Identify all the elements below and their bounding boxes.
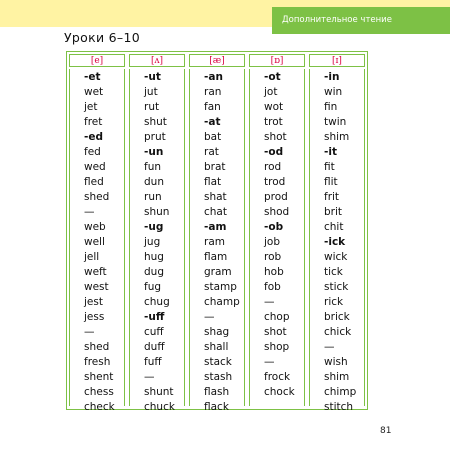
word-cell: wet [84, 86, 104, 98]
word-cell: flit [324, 176, 338, 188]
word-ending-label: -an [204, 71, 223, 83]
word-cell: rob [264, 251, 282, 263]
word-cell: shut [144, 116, 167, 128]
section-tab: Дополнительное чтение [272, 7, 450, 34]
word-cell: dun [144, 176, 164, 188]
word-table [66, 51, 368, 413]
table-header-row [67, 52, 367, 68]
word-cell: check [84, 401, 115, 413]
word-cell: win [324, 86, 343, 98]
word-cell: west [84, 281, 109, 293]
word-cell: wick [324, 251, 348, 263]
word-column [189, 69, 245, 413]
word-cell: fuff [144, 356, 162, 368]
word-cell: flack [204, 401, 229, 413]
word-cell: shod [264, 206, 290, 218]
word-cell: chat [204, 206, 227, 218]
table-body-row [67, 68, 367, 413]
word-cell: stick [324, 281, 349, 293]
word-cell: — [84, 206, 95, 218]
word-cell: stitch [324, 401, 354, 413]
phonetic-header: [ɪ] [309, 54, 365, 67]
word-cell: shun [144, 206, 170, 218]
word-cell: chimp [324, 386, 357, 398]
word-ending-label: -ob [264, 221, 284, 233]
lesson-title: Уроки 6–10 [64, 30, 140, 45]
word-cell: — [204, 311, 215, 323]
word-cell: flash [204, 386, 230, 398]
word-cell: shunt [144, 386, 174, 398]
word-cell: wot [264, 101, 284, 113]
word-cell: fit [324, 161, 335, 173]
phonetic-header: [e] [69, 54, 125, 67]
word-cell: jest [84, 296, 103, 308]
word-cell: shat [204, 191, 227, 203]
word-cell: tick [324, 266, 343, 278]
word-cell: dug [144, 266, 164, 278]
word-cell: — [264, 296, 275, 308]
word-cell: fan [204, 101, 221, 113]
word-cell: shim [324, 371, 350, 383]
word-cell: fin [324, 101, 338, 113]
word-cell: shop [264, 341, 290, 353]
word-cell: brit [324, 206, 343, 218]
word-cell: fret [84, 116, 103, 128]
word-cell: jut [144, 86, 158, 98]
word-ending-label: -od [264, 146, 284, 158]
word-cell: fresh [84, 356, 111, 368]
word-cell: chick [324, 326, 352, 338]
word-cell: rat [204, 146, 219, 158]
word-cell: fled [84, 176, 104, 188]
word-cell: fed [84, 146, 101, 158]
word-cell: — [84, 326, 95, 338]
word-cell: flam [204, 251, 228, 263]
word-ending-label: -it [324, 146, 337, 158]
word-ending-label: -et [84, 71, 101, 83]
word-ending-label: -ick [324, 236, 346, 248]
word-cell: jet [84, 101, 98, 113]
word-cell: gram [204, 266, 232, 278]
word-cell: web [84, 221, 106, 233]
word-cell: fug [144, 281, 162, 293]
word-cell: shot [264, 326, 287, 338]
word-cell: chug [144, 296, 170, 308]
word-cell: shim [324, 131, 350, 143]
word-cell: shag [204, 326, 230, 338]
word-cell: bat [204, 131, 222, 143]
phonetic-header: [ɒ] [249, 54, 305, 67]
word-cell: — [264, 356, 275, 368]
word-cell: brick [324, 311, 350, 323]
word-cell: jot [264, 86, 278, 98]
word-cell: fun [144, 161, 162, 173]
word-cell: prod [264, 191, 288, 203]
word-cell: wed [84, 161, 106, 173]
word-cell: frock [264, 371, 291, 383]
word-ending-label: -un [144, 146, 164, 158]
word-cell: trot [264, 116, 283, 128]
word-ending-label: -uff [144, 311, 165, 323]
word-cell: ram [204, 236, 225, 248]
word-ending-label: -at [204, 116, 221, 128]
word-column [129, 69, 185, 413]
word-cell: trod [264, 176, 286, 188]
word-cell: chop [264, 311, 290, 323]
word-ending-label: -ot [264, 71, 281, 83]
page-number: 81 [380, 426, 392, 436]
word-cell: hob [264, 266, 284, 278]
word-cell: shed [84, 191, 110, 203]
word-cell: jess [84, 311, 105, 323]
word-cell: rod [264, 161, 282, 173]
phonetic-header: [ʌ] [129, 54, 185, 67]
word-cell: chock [264, 386, 295, 398]
word-cell: fob [264, 281, 281, 293]
word-cell: chuck [144, 401, 175, 413]
word-cell: shed [84, 341, 110, 353]
word-column [249, 69, 305, 406]
word-cell: rut [144, 101, 160, 113]
word-column [69, 69, 125, 413]
phonetic-header: [æ] [189, 54, 245, 67]
word-cell: stack [204, 356, 232, 368]
word-cell: well [84, 236, 105, 248]
word-cell: twin [324, 116, 347, 128]
word-ending-label: -am [204, 221, 227, 233]
word-ending-label: -ut [144, 71, 161, 83]
word-cell: duff [144, 341, 165, 353]
word-cell: frit [324, 191, 340, 203]
word-cell: rick [324, 296, 344, 308]
word-cell: stamp [204, 281, 237, 293]
word-cell: prut [144, 131, 166, 143]
word-cell: jell [84, 251, 100, 263]
word-ending-label: -in [324, 71, 340, 83]
word-cell: chess [84, 386, 114, 398]
word-cell: shent [84, 371, 114, 383]
word-cell: chit [324, 221, 344, 233]
word-cell: shot [264, 131, 287, 143]
word-cell: weft [84, 266, 107, 278]
word-cell: run [144, 191, 162, 203]
word-ending-label: -ed [84, 131, 103, 143]
word-cell: — [324, 341, 335, 353]
word-cell: ran [204, 86, 222, 98]
word-cell: stash [204, 371, 233, 383]
word-cell: hug [144, 251, 164, 263]
word-cell: — [144, 371, 155, 383]
word-cell: flat [204, 176, 222, 188]
word-ending-label: -ug [144, 221, 164, 233]
word-column [309, 69, 365, 413]
word-cell: jug [144, 236, 161, 248]
word-cell: champ [204, 296, 240, 308]
word-cell: shall [204, 341, 229, 353]
word-cell: brat [204, 161, 226, 173]
word-cell: wish [324, 356, 348, 368]
word-cell: job [264, 236, 281, 248]
word-cell: cuff [144, 326, 164, 338]
